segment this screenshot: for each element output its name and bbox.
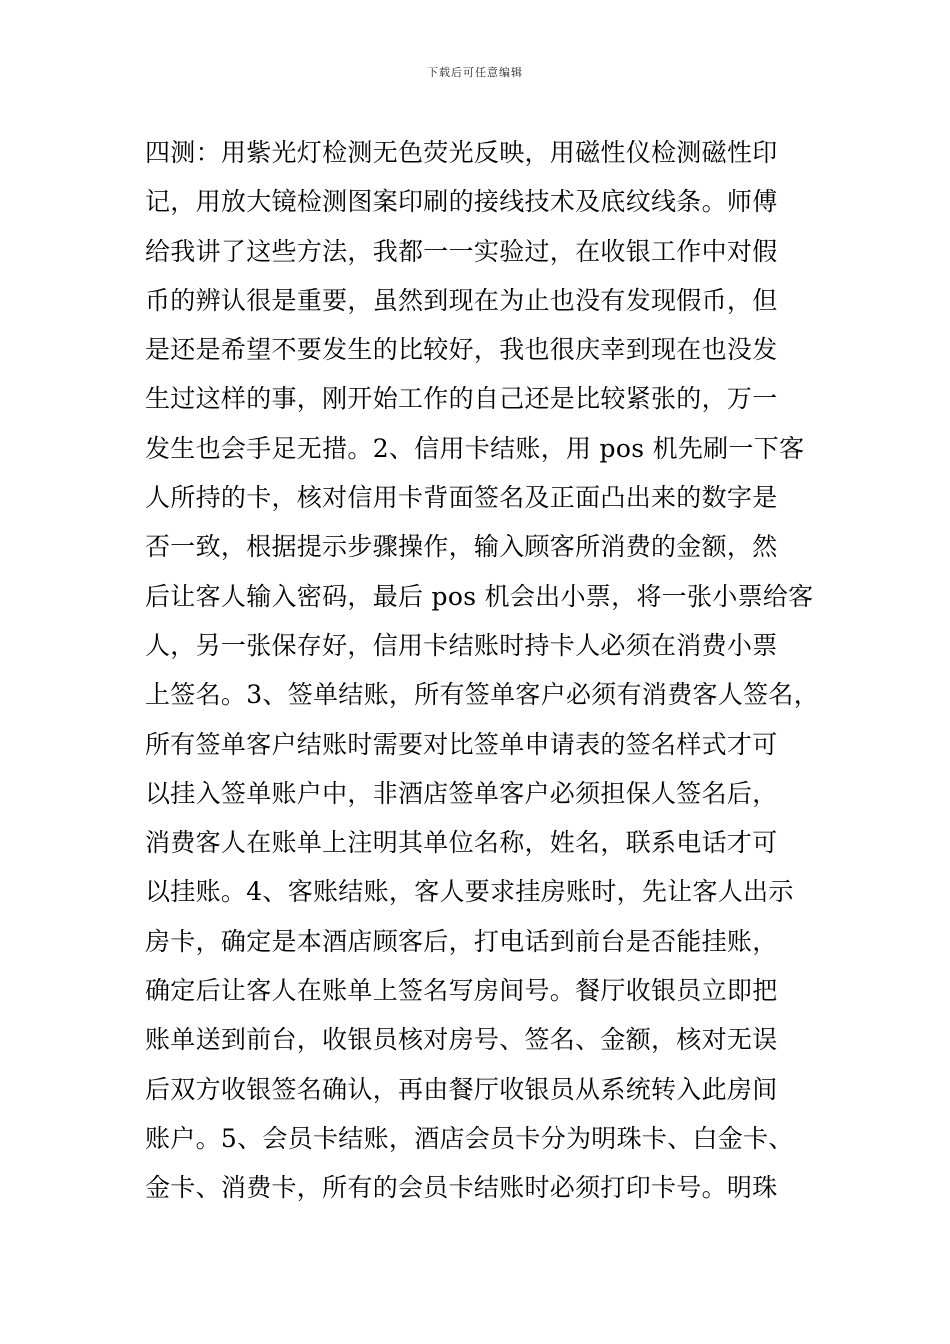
text-line: 币的辨认很是重要，虽然到现在为止也没有发现假币，但 <box>145 285 778 315</box>
text-line: 记，用放大镜检测图案印刷的接线技术及底纹线条。师傅 <box>145 187 778 217</box>
text-line: 上签名。3、签单结账，所有签单客户必须有消费客人签名， <box>145 680 820 710</box>
text-line: 是还是希望不要发生的比较好，我也很庆幸到现在也没发 <box>145 335 778 365</box>
body-text <box>145 128 825 1213</box>
text-line: 账单送到前台，收银员核对房号、签名、金额，核对无误 <box>145 1025 778 1055</box>
text-line: 后双方收银签名确认，再由餐厅收银员从系统转入此房间 <box>145 1074 778 1104</box>
text-line: 确定后让客人在账单上签名写房间号。餐厅收银员立即把 <box>145 976 778 1006</box>
text-line: 否一致，根据提示步骤操作，输入顾客所消费的金额，然 <box>145 532 778 562</box>
text-line: 以挂账。4、客账结账，客人要求挂房账时，先让客人出示 <box>145 877 794 907</box>
text-line: 消费客人在账单上注明其单位名称，姓名，联系电话才可 <box>145 828 778 858</box>
text-line: 发生也会手足无措。2、信用卡结账，用 pos 机先刷一下客 <box>145 433 805 463</box>
page-header: 下载后可任意编辑 <box>427 66 523 79</box>
text-line: 给我讲了这些方法，我都一一实验过，在收银工作中对假 <box>145 236 778 266</box>
text-line: 房卡，确定是本酒店顾客后，打电话到前台是否能挂账， <box>145 926 778 956</box>
text-line: 所有签单客户结账时需要对比签单申请表的签名样式才可 <box>145 729 778 759</box>
text-line: 生过这样的事，刚开始工作的自己还是比较紧张的，万一 <box>145 384 778 414</box>
text-line: 金卡、消费卡，所有的会员卡结账时必须打印卡号。明珠 <box>145 1173 778 1203</box>
text-line: 四测：用紫光灯检测无色荧光反映，用磁性仪检测磁性印 <box>145 138 778 167</box>
text-line: 账户。5、会员卡结账，酒店会员卡分为明珠卡、白金卡、 <box>145 1123 794 1153</box>
text-line: 以挂入签单账户中，非酒店签单客户必须担保人签名后， <box>145 778 778 808</box>
text-line: 人，另一张保存好，信用卡结账时持卡人必须在消费小票 <box>145 630 778 660</box>
text-line: 后让客人输入密码，最后 pos 机会出小票，将一张小票给客 <box>145 581 814 611</box>
text-line: 人所持的卡，核对信用卡背面签名及正面凸出来的数字是 <box>145 483 778 513</box>
